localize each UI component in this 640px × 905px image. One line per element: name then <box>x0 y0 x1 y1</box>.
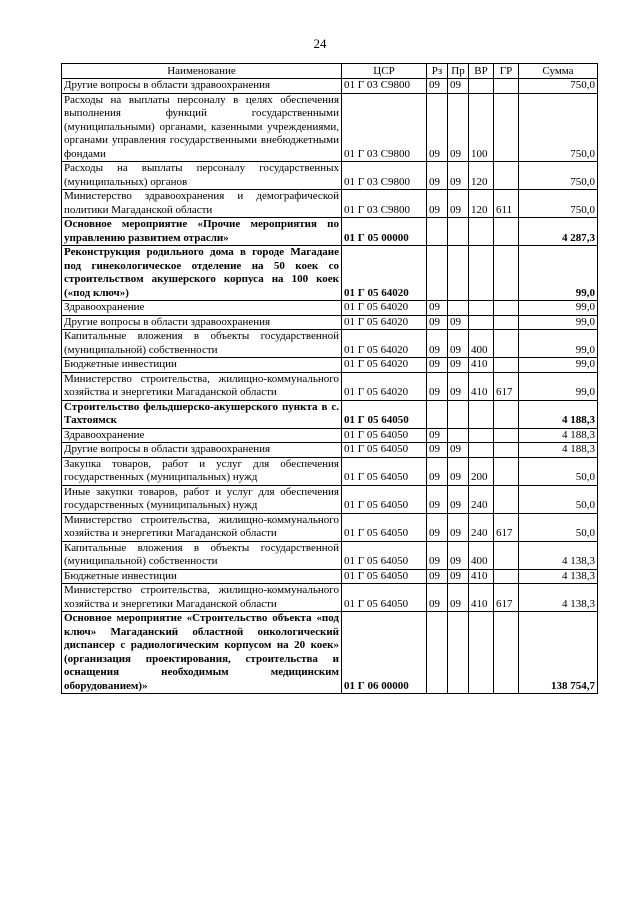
cell-name: Здравоохранение <box>62 301 342 316</box>
cell-rz <box>427 400 448 428</box>
header-vr: ВР <box>469 64 494 79</box>
cell-sum: 4 138,3 <box>519 541 598 569</box>
cell-vr: 410 <box>469 372 494 400</box>
cell-vr: 240 <box>469 513 494 541</box>
cell-pr <box>448 218 469 246</box>
cell-csr: 01 Г 05 64050 <box>342 569 427 584</box>
cell-csr: 01 Г 05 64050 <box>342 584 427 612</box>
cell-vr: 400 <box>469 541 494 569</box>
cell-name: Иные закупки товаров, работ и услуг для обеспечения государственных (муниципальных) нужд <box>62 485 342 513</box>
cell-name: Закупка товаров, работ и услуг для обеспечения государственных (муниципальных) нужд <box>62 457 342 485</box>
cell-csr: 01 Г 05 64050 <box>342 443 427 458</box>
table-row <box>62 246 598 301</box>
cell-vr <box>469 246 494 301</box>
cell-name: Министерство здравоохранения и демографической политики Магаданской области <box>62 190 342 218</box>
cell-sum: 50,0 <box>519 513 598 541</box>
cell-vr: 240 <box>469 485 494 513</box>
table-body <box>62 79 598 694</box>
cell-rz: 09 <box>427 485 448 513</box>
table-row <box>62 315 598 330</box>
cell-pr: 09 <box>448 79 469 94</box>
cell-vr: 410 <box>469 584 494 612</box>
cell-gr <box>494 541 519 569</box>
cell-pr: 09 <box>448 443 469 458</box>
cell-sum: 99,0 <box>519 358 598 373</box>
table-row <box>62 485 598 513</box>
cell-csr: 01 Г 05 64050 <box>342 400 427 428</box>
cell-csr: 01 Г 05 64020 <box>342 358 427 373</box>
header-name: Наименование <box>62 64 342 79</box>
cell-sum: 4 188,3 <box>519 400 598 428</box>
cell-csr: 01 Г 03 С9800 <box>342 79 427 94</box>
cell-sum: 750,0 <box>519 79 598 94</box>
cell-name: Бюджетные инвестиции <box>62 358 342 373</box>
cell-name: Расходы на выплаты персоналу государственных (муниципальных) органов <box>62 162 342 190</box>
cell-sum: 99,0 <box>519 315 598 330</box>
cell-vr: 410 <box>469 569 494 584</box>
cell-rz: 09 <box>427 584 448 612</box>
cell-pr <box>448 400 469 428</box>
cell-vr <box>469 315 494 330</box>
cell-gr <box>494 79 519 94</box>
table-row <box>62 612 598 694</box>
cell-pr <box>448 246 469 301</box>
cell-gr <box>494 358 519 373</box>
table-row <box>62 93 598 162</box>
table-row <box>62 218 598 246</box>
cell-gr <box>494 315 519 330</box>
cell-vr <box>469 301 494 316</box>
table-row <box>62 443 598 458</box>
table-row <box>62 584 598 612</box>
cell-rz <box>427 246 448 301</box>
cell-name: Капитальные вложения в объекты государственной (муниципальной) собственности <box>62 330 342 358</box>
cell-vr: 100 <box>469 93 494 162</box>
cell-vr <box>469 428 494 443</box>
cell-gr <box>494 400 519 428</box>
cell-rz <box>427 218 448 246</box>
cell-vr <box>469 218 494 246</box>
cell-csr: 01 Г 05 64050 <box>342 428 427 443</box>
cell-pr: 09 <box>448 315 469 330</box>
cell-gr: 617 <box>494 584 519 612</box>
cell-pr <box>448 301 469 316</box>
cell-sum: 99,0 <box>519 330 598 358</box>
cell-gr <box>494 162 519 190</box>
table-row <box>62 569 598 584</box>
header-rz: Рз <box>427 64 448 79</box>
cell-csr: 01 Г 06 00000 <box>342 612 427 694</box>
cell-gr <box>494 569 519 584</box>
cell-csr: 01 Г 05 64050 <box>342 513 427 541</box>
table-row <box>62 330 598 358</box>
cell-name: Министерство строительства, жилищно-коммунального хозяйства и энергетики Магаданской области <box>62 372 342 400</box>
table-row <box>62 162 598 190</box>
cell-vr <box>469 79 494 94</box>
cell-csr: 01 Г 05 64020 <box>342 330 427 358</box>
cell-gr <box>494 330 519 358</box>
cell-pr: 09 <box>448 190 469 218</box>
cell-csr: 01 Г 05 00000 <box>342 218 427 246</box>
cell-name: Министерство строительства, жилищно-коммунального хозяйства и энергетики Магаданской области <box>62 513 342 541</box>
cell-name: Министерство строительства, жилищно-коммунального хозяйства и энергетики Магаданской области <box>62 584 342 612</box>
budget-table <box>61 63 598 694</box>
cell-gr: 617 <box>494 513 519 541</box>
cell-pr: 09 <box>448 372 469 400</box>
table-header-row <box>62 64 598 79</box>
table-row <box>62 428 598 443</box>
cell-csr: 01 Г 03 С9800 <box>342 190 427 218</box>
header-pr: Пр <box>448 64 469 79</box>
cell-vr: 400 <box>469 330 494 358</box>
cell-rz: 09 <box>427 358 448 373</box>
cell-pr: 09 <box>448 485 469 513</box>
cell-name: Другие вопросы в области здравоохранения <box>62 443 342 458</box>
table-row <box>62 457 598 485</box>
cell-rz: 09 <box>427 569 448 584</box>
cell-sum: 138 754,7 <box>519 612 598 694</box>
table-row <box>62 79 598 94</box>
cell-vr: 120 <box>469 190 494 218</box>
cell-gr <box>494 218 519 246</box>
cell-pr <box>448 612 469 694</box>
cell-name: Основное мероприятие «Строительство объекта «под ключ» Магаданский областной онкологический диспансер с радиологическим корпусом на 20 коек» (организация проектирования, строительства и оснащения необходимым медицинским оборудованием)» <box>62 612 342 694</box>
cell-vr <box>469 443 494 458</box>
table-row <box>62 513 598 541</box>
cell-rz: 09 <box>427 428 448 443</box>
cell-name: Капитальные вложения в объекты государственной (муниципальной) собственности <box>62 541 342 569</box>
cell-rz: 09 <box>427 301 448 316</box>
cell-rz: 09 <box>427 315 448 330</box>
cell-pr: 09 <box>448 584 469 612</box>
cell-sum: 4 188,3 <box>519 428 598 443</box>
cell-vr: 200 <box>469 457 494 485</box>
cell-vr <box>469 612 494 694</box>
cell-gr <box>494 93 519 162</box>
header-csr: ЦСР <box>342 64 427 79</box>
cell-pr: 09 <box>448 569 469 584</box>
cell-rz: 09 <box>427 513 448 541</box>
cell-sum: 99,0 <box>519 301 598 316</box>
cell-gr <box>494 301 519 316</box>
cell-sum: 50,0 <box>519 485 598 513</box>
cell-name: Другие вопросы в области здравоохранения <box>62 315 342 330</box>
table-row <box>62 190 598 218</box>
cell-vr: 410 <box>469 358 494 373</box>
cell-sum: 4 287,3 <box>519 218 598 246</box>
cell-sum: 4 138,3 <box>519 569 598 584</box>
cell-rz: 09 <box>427 93 448 162</box>
cell-gr <box>494 246 519 301</box>
cell-csr: 01 Г 05 64050 <box>342 541 427 569</box>
cell-csr: 01 Г 03 С9800 <box>342 93 427 162</box>
table-row <box>62 400 598 428</box>
cell-sum: 4 138,3 <box>519 584 598 612</box>
cell-pr: 09 <box>448 330 469 358</box>
cell-csr: 01 Г 05 64020 <box>342 372 427 400</box>
cell-sum: 50,0 <box>519 457 598 485</box>
cell-rz: 09 <box>427 372 448 400</box>
page-number: 24 <box>313 36 327 51</box>
cell-name: Бюджетные инвестиции <box>62 569 342 584</box>
cell-rz: 09 <box>427 162 448 190</box>
cell-csr: 01 Г 05 64020 <box>342 315 427 330</box>
cell-csr: 01 Г 03 С9800 <box>342 162 427 190</box>
cell-sum: 750,0 <box>519 190 598 218</box>
cell-pr: 09 <box>448 358 469 373</box>
cell-name: Строительство фельдшерско-акушерского пункта в с. Тахтоямск <box>62 400 342 428</box>
cell-sum: 750,0 <box>519 93 598 162</box>
cell-rz: 09 <box>427 330 448 358</box>
cell-rz: 09 <box>427 541 448 569</box>
cell-name: Реконструкция родильного дома в городе Магадане под гинекологическое отделение на 50 коек со строительством акушерского корпуса на 100 коек («под ключ») <box>62 246 342 301</box>
table-row <box>62 358 598 373</box>
cell-sum: 99,0 <box>519 246 598 301</box>
cell-name: Расходы на выплаты персоналу в целях обеспечения выполнения функций государственными (муниципальными) органами, казенными учреждениями, органами управления государственными внебюджетными фондами <box>62 93 342 162</box>
cell-csr: 01 Г 05 64020 <box>342 246 427 301</box>
table-row <box>62 541 598 569</box>
cell-gr <box>494 612 519 694</box>
header-gr: ГР <box>494 64 519 79</box>
cell-rz: 09 <box>427 190 448 218</box>
cell-rz <box>427 612 448 694</box>
cell-sum: 750,0 <box>519 162 598 190</box>
table-row <box>62 301 598 316</box>
cell-name: Основное мероприятие «Прочие мероприятия по управлению развитием отрасли» <box>62 218 342 246</box>
cell-csr: 01 Г 05 64050 <box>342 485 427 513</box>
cell-rz: 09 <box>427 457 448 485</box>
cell-gr <box>494 485 519 513</box>
cell-pr: 09 <box>448 457 469 485</box>
cell-pr: 09 <box>448 93 469 162</box>
cell-sum: 4 188,3 <box>519 443 598 458</box>
cell-rz: 09 <box>427 79 448 94</box>
cell-gr <box>494 443 519 458</box>
cell-gr <box>494 428 519 443</box>
cell-gr: 617 <box>494 372 519 400</box>
cell-name: Здравоохранение <box>62 428 342 443</box>
cell-pr: 09 <box>448 513 469 541</box>
cell-vr <box>469 400 494 428</box>
cell-pr <box>448 428 469 443</box>
cell-sum: 99,0 <box>519 372 598 400</box>
cell-gr: 611 <box>494 190 519 218</box>
table-row <box>62 372 598 400</box>
cell-name: Другие вопросы в области здравоохранения <box>62 79 342 94</box>
cell-pr: 09 <box>448 162 469 190</box>
cell-csr: 01 Г 05 64050 <box>342 457 427 485</box>
cell-pr: 09 <box>448 541 469 569</box>
cell-rz: 09 <box>427 443 448 458</box>
header-sum: Сумма <box>519 64 598 79</box>
cell-csr: 01 Г 05 64020 <box>342 301 427 316</box>
cell-gr <box>494 457 519 485</box>
cell-vr: 120 <box>469 162 494 190</box>
